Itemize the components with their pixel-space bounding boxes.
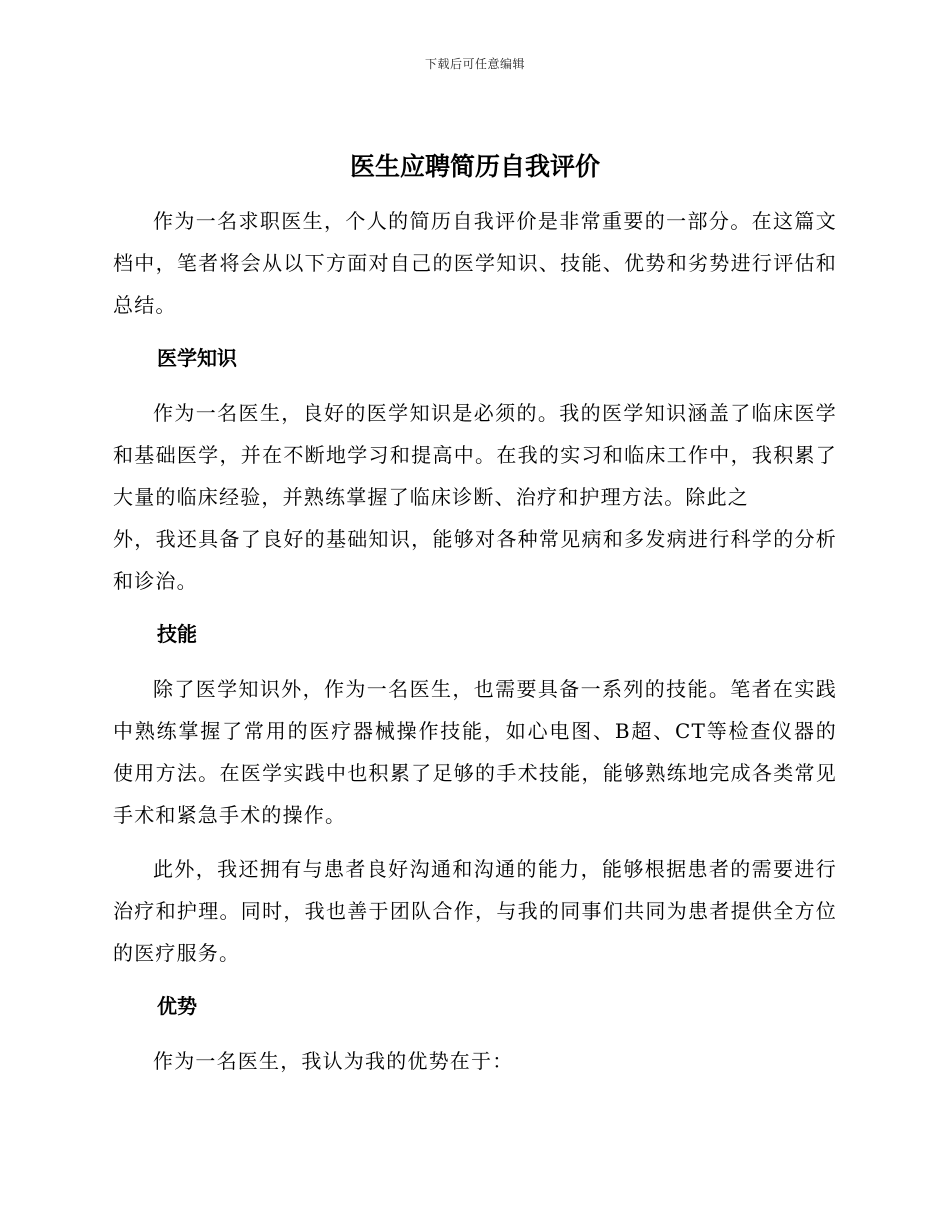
document-body [113,150,837,1094]
document-title: 医生应聘简历自我评价 [349,152,600,181]
section-heading-medical-knowledge: 医学知识 [157,346,237,370]
page-header-note: 下载后可任意编辑 [424,57,525,71]
section-heading-strengths: 优势 [157,994,197,1018]
skills-paragraph-1: 除了医学知识外，作为一名医生，也需要具备一系列的技能。笔者在实践中熟练掌握了常用的医疗器械操作技能，如心电图、B超、CT等检查仪器的使用方法。在医学实践中也积累了足够的手术技能，能够熟练地完成各类常见手术和紧急手术的操作。 [113,677,837,827]
intro-paragraph: 作为一名求职医生，个人的简历自我评价是非常重要的一部分。在这篇文档中，笔者将会从以下方面对自己的医学知识、技能、优势和劣势进行评估和总结。 [113,209,837,317]
skills-paragraph-2: 此外，我还拥有与患者良好沟通和沟通的能力，能够根据患者的需要进行治疗和护理。同时，我也善于团队合作，与我的同事们共同为患者提供全方位的医疗服务。 [113,857,837,965]
strengths-paragraph: 作为一名医生，我认为我的优势在于： [153,1049,514,1073]
medical-knowledge-paragraph: 作为一名医生，良好的医学知识是必须的。我的医学知识涵盖了临床医学和基础医学，并在不断地学习和提高中。在我的实习和临床工作中，我积累了大量的临床经验，并熟练掌握了临床诊断、治疗和护理方法。除此之 外，我还具备了良好的基础知识，能够对各种常见病和多发病进行科学的分析和诊治。 [113,401,837,593]
section-heading-skills: 技能 [157,622,197,646]
